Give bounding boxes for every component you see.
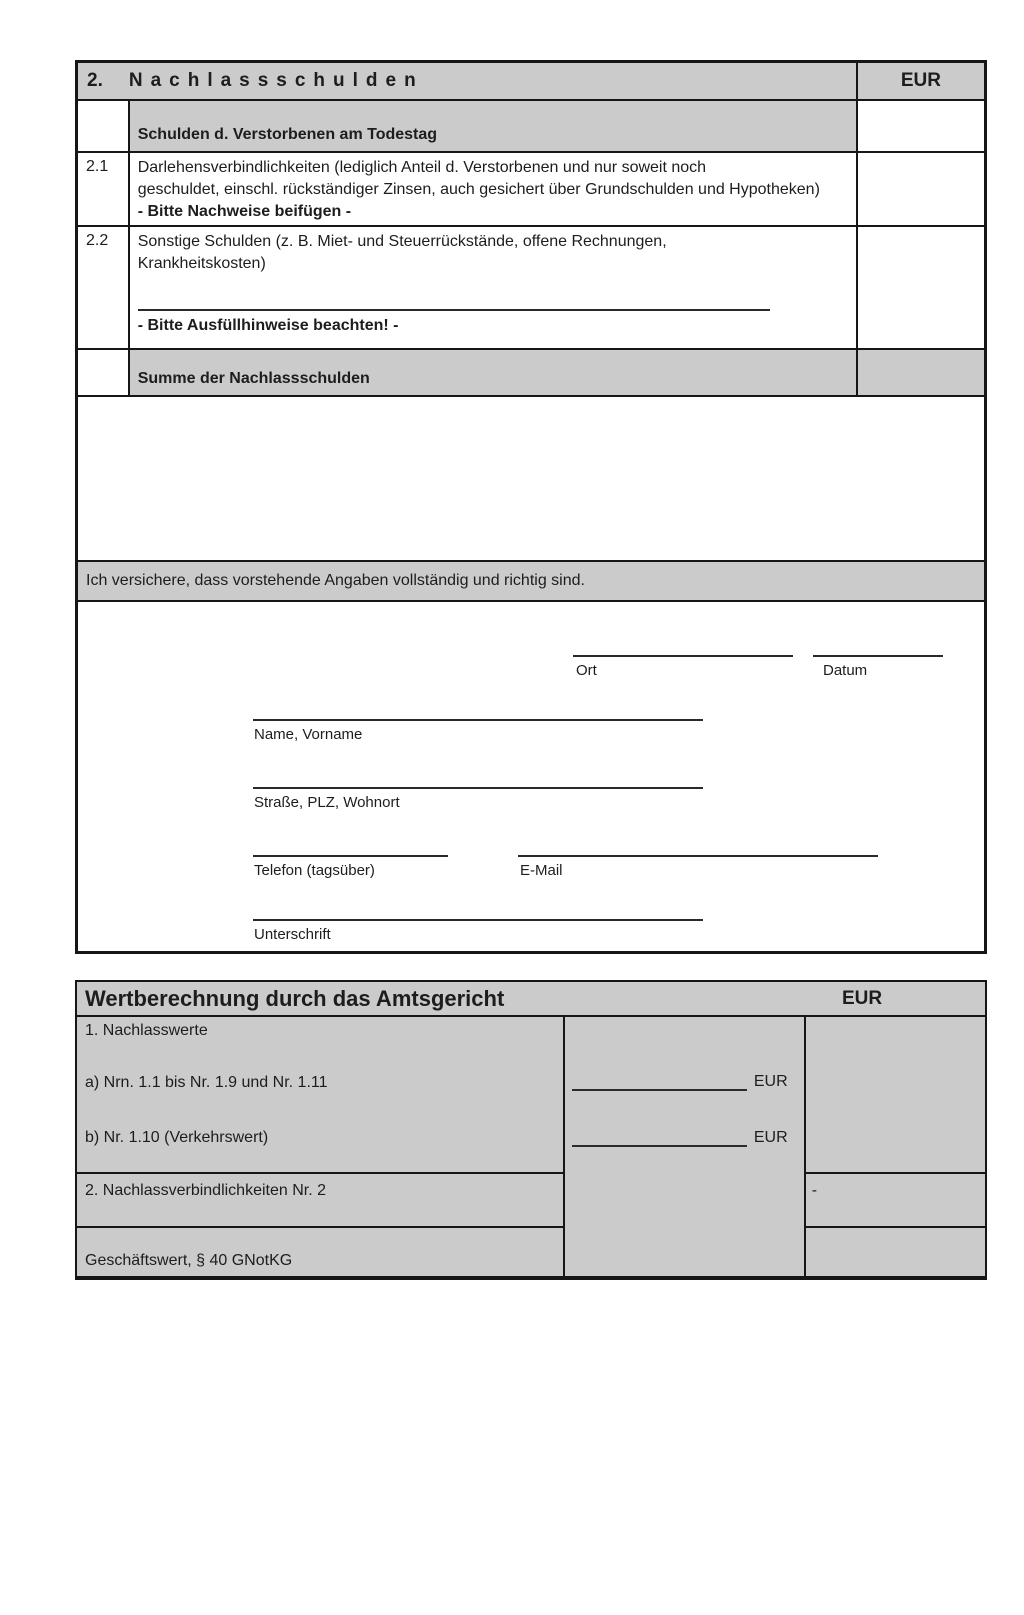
row-2-1-text-line1: Darlehensverbindlichkeiten (lediglich Anteil d. Verstorbenen und nur soweit noch xyxy=(137,159,707,176)
declaration-bar xyxy=(78,560,984,600)
wertberechnung-label-column xyxy=(77,1017,563,1276)
row-2-1-amount-field[interactable] xyxy=(856,153,984,225)
row-2-2-text-line1: Sonstige Schulden (z. B. Miet- und Steuerrückstände, offene Rechnungen, xyxy=(137,233,667,250)
row-2-1-text-line2: geschuldet, einschl. rückständiger Zinsen, auch gesichert über Grundschulden und Hypotheken) xyxy=(137,181,820,198)
row-a-label: a) Nrn. 1.1 bis Nr. 1.9 und Nr. 1.11 xyxy=(85,1074,328,1091)
ort-line[interactable] xyxy=(573,655,793,657)
row-b-amount-line[interactable] xyxy=(572,1129,747,1147)
wertberechnung-amount-column xyxy=(563,1017,804,1276)
schulden-header-label: Schulden d. Verstorbenen am Todestag xyxy=(137,126,438,143)
schulden-header-cell xyxy=(128,101,856,151)
signature-line[interactable] xyxy=(253,919,703,921)
row-summe-nachlassschulden xyxy=(78,348,984,395)
verbindlichkeiten-label-cell xyxy=(77,1172,563,1226)
nachlasswerte-cell xyxy=(77,1017,563,1172)
wertberechnung-eur-column xyxy=(804,1017,985,1276)
table-wertberechnung xyxy=(75,980,987,1280)
eur-column-header xyxy=(856,63,984,99)
schulden-eur-cell xyxy=(856,101,984,151)
row-2-2-text-cell xyxy=(128,227,856,348)
signature-section xyxy=(78,600,984,951)
row-b-label: b) Nr. 1.10 (Verkehrswert) xyxy=(85,1129,269,1146)
wertberechnung-body xyxy=(77,1017,985,1276)
name-line[interactable] xyxy=(253,719,703,721)
section-header-row xyxy=(78,63,984,99)
row-2-1-darlehensverbindlichkeiten xyxy=(78,151,984,225)
phone-label: Telefon (tagsüber) xyxy=(254,862,375,879)
row-a-amount-entry xyxy=(572,1073,788,1091)
nachlasswerte-label: 1. Nachlasswerte xyxy=(85,1022,208,1039)
geschaeftswert-label: Geschäftswert, § 40 GNotKG xyxy=(85,1252,293,1269)
row-2-2-text-line2: Krankheitskosten) xyxy=(137,255,266,272)
wertberechnung-eur-header: EUR xyxy=(841,988,883,1009)
row-2-1-number: 2.1 xyxy=(78,153,128,225)
address-label: Straße, PLZ, Wohnort xyxy=(254,794,400,811)
declaration-text: Ich versichere, dass vorstehende Angaben vollständig und richtig sind. xyxy=(86,572,585,589)
datum-label: Datum xyxy=(823,662,868,679)
row-2-2-number: 2.2 xyxy=(78,227,128,348)
row-2-2-sonstige-schulden xyxy=(78,225,984,348)
row-2-2-amount-field[interactable] xyxy=(856,227,984,348)
verbindlichkeiten-minus-value: - xyxy=(811,1182,818,1199)
verbindlichkeiten-eur-cell[interactable] xyxy=(806,1172,985,1226)
geschaeftswert-eur-cell[interactable] xyxy=(806,1226,985,1276)
row-2-1-note: - Bitte Nachweise beifügen - xyxy=(137,203,352,220)
phone-line[interactable] xyxy=(253,855,448,857)
email-label: E-Mail xyxy=(520,862,563,879)
geschaeftswert-cell xyxy=(77,1226,563,1276)
table-nachlassschulden xyxy=(75,60,987,954)
summe-number-cell-empty xyxy=(78,350,128,395)
row-a-amount-line[interactable] xyxy=(572,1073,747,1091)
row-2-2-fill-in-line[interactable] xyxy=(138,309,770,311)
row-a-eur-label: EUR xyxy=(753,1073,788,1090)
summe-label: Summe der Nachlassschulden xyxy=(137,370,370,387)
row-2-1-text-cell xyxy=(128,153,856,225)
row-b-amount-entry xyxy=(572,1129,788,1147)
wertberechnung-title: Wertberechnung durch das Amtsgericht xyxy=(85,986,505,1011)
email-line[interactable] xyxy=(518,855,878,857)
signature-label: Unterschrift xyxy=(254,926,331,943)
ort-label: Ort xyxy=(576,662,597,679)
verbindlichkeiten-label: 2. Nachlassverbindlichkeiten Nr. 2 xyxy=(85,1182,327,1199)
row-number-cell-empty xyxy=(78,101,128,151)
section-title: Nachlassschulden xyxy=(128,70,424,91)
blank-continuation-area xyxy=(78,395,984,560)
wertberechnung-header-row xyxy=(77,982,985,1017)
address-line[interactable] xyxy=(253,787,703,789)
name-label: Name, Vorname xyxy=(254,726,363,743)
row-schulden-am-todestag xyxy=(78,99,984,151)
row-b-eur-label: EUR xyxy=(753,1129,788,1146)
nachlasswerte-eur-cell[interactable] xyxy=(806,1017,985,1172)
eur-column-header-label: EUR xyxy=(900,70,941,91)
row-2-2-note: - Bitte Ausfüllhinweise beachten! - xyxy=(137,317,399,334)
section-number: 2. xyxy=(87,70,103,91)
summe-label-cell xyxy=(128,350,856,395)
summe-amount-field[interactable] xyxy=(856,350,984,395)
section-header-cell xyxy=(78,63,856,99)
datum-line[interactable] xyxy=(813,655,943,657)
